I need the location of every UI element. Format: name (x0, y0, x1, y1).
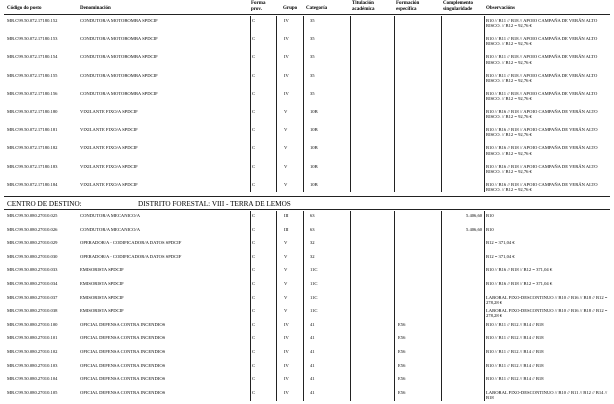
cell-categoria: 11C (310, 308, 318, 314)
cell-obs: B10 // B11 // B12 // B14 // B18 (486, 376, 544, 382)
cell-obs: B10 // B11 // B18 // APOIO CAMPAÑA DE VERÁN ALTO RISCO. // B12 = 92,76 € (486, 18, 598, 29)
column-divider (276, 211, 277, 401)
cell-forma: C (252, 376, 256, 382)
cell-obs: B10 // B11 // B18 // APOIO CAMPAÑA DE VERÁN ALTO RISCO. // B12 = 92,76 € (486, 36, 598, 47)
cell-categoria: 10B (310, 109, 318, 114)
cell-grupo: IV (284, 349, 289, 354)
cell-codigo: MR.C99.50.080.27010.102 (7, 349, 58, 354)
header-codigo: Código do posto (7, 6, 42, 11)
cell-forma: C (252, 226, 256, 232)
cell-denominacion: VIXILANTE FIXO/A SPDCIF (80, 181, 138, 187)
cell-obs: B10 // B16 // B18 // B12 = 371,04 € (486, 281, 553, 286)
cell-denominacion: CONDUTOR/A MOTOBOMBA SPDCIF (80, 36, 158, 42)
cell-obs: B10 // B11 // B18 // APOIO CAMPAÑA DE VERÁN ALTO RISCO. // B12 = 92,76 € (486, 72, 598, 83)
column-divider (350, 16, 351, 192)
cell-categoria: 11C (310, 281, 318, 286)
cell-obs: B12 = 371,04 € (486, 240, 515, 246)
cell-denominacion: OFICIAL DEFENSA CONTRA INCENDIOS (80, 362, 166, 368)
cell-obs: B10 // B16 // B18 // APOIO CAMPAÑA DE VERÁN ALTO RISCO. // B12 = 92,76 € (486, 127, 598, 138)
cell-categoria: 41 (310, 362, 315, 368)
cell-codigo: MR.C99.50.072.17180.153 (7, 36, 58, 42)
cell-denominacion: OFICIAL DEFENSA CONTRA INCENDIOS (80, 349, 166, 354)
cell-codigo: MR.C99.50.080.27010.029 (7, 240, 58, 246)
cell-codigo: MR.C99.50.072.17180.154 (7, 54, 58, 60)
cell-forma: C (252, 54, 256, 60)
cell-forma: C (252, 127, 256, 133)
cell-categoria: 41 (310, 389, 315, 395)
column-divider (394, 211, 395, 401)
cell-obs: B10 // B16 // B18 // APOIO CAMPAÑA DE VERÁN ALTO RISCO. // B12 = 92,76 € (486, 181, 598, 192)
cell-codigo: MR.C99.50.080.27010.104 (7, 376, 58, 382)
cell-codigo: MR.C99.50.072.17180.152 (7, 18, 58, 23)
cell-obs: B10 // B11 // B12 // B14 // B18 (486, 349, 544, 354)
cell-forma: C (252, 321, 256, 327)
cell-obs: B10 // B11 // B12 // B14 // B18 (486, 335, 544, 341)
cell-denominacion: OPERADOR/A - CODIFICADOR/A DATOS SPDCIF (80, 240, 182, 246)
cell-obs: LABORAL FIXO-DESCONTINUO // B10 // B16 // B18 // B12 = 278,28 € (486, 308, 608, 319)
cell-denominacion: EMISORISTA SPDCIF (80, 294, 124, 300)
header-complemento: Complemento singularidade (443, 1, 473, 12)
cell-codigo: MR.C99.50.072.17180.183 (7, 163, 58, 169)
column-divider (303, 211, 304, 401)
cell-grupo: IV (284, 376, 289, 382)
header-titulacion: Titulación académica (352, 1, 375, 12)
header-observaciones: Observacións (486, 6, 515, 11)
cell-codigo: MR.C99.50.072.17180.182 (7, 145, 58, 151)
cell-obs: B10 // B16 // B18 // APOIO CAMPAÑA DE VERÁN ALTO RISCO. // B12 = 92,76 € (486, 109, 598, 120)
cell-grupo: IV (284, 90, 289, 96)
cell-denominacion: EMISORISTA SPDCIF (80, 267, 124, 273)
cell-forma: C (252, 389, 256, 395)
header-formacion: Formación específica (396, 1, 420, 12)
column-divider (303, 16, 304, 192)
cell-grupo: IV (284, 54, 289, 60)
cell-categoria: 63 (310, 213, 315, 218)
column-divider (441, 16, 442, 192)
cell-codigo: MR.C99.50.080.27010.026 (7, 226, 58, 232)
cell-denominacion: OFICIAL DEFENSA CONTRA INCENDIOS (80, 321, 166, 327)
cell-denominacion: CONDUTOR/A MOTOBOMBA SPDCIF (80, 72, 158, 78)
cell-codigo: MR.C99.50.080.27010.034 (7, 281, 58, 286)
cell-grupo: IV (284, 72, 289, 78)
cell-grupo: IV (284, 321, 289, 327)
column-divider (484, 16, 485, 192)
cell-obs: B10 // B16 // B18 // APOIO CAMPAÑA DE VERÁN ALTO RISCO. // B12 = 92,76 € (486, 145, 598, 156)
cell-forma: C (252, 163, 256, 169)
column-divider (276, 16, 277, 192)
cell-formacion: E56 (398, 335, 406, 341)
cell-denominacion: VIXILANTE FIXO/A SPDCIF (80, 127, 138, 133)
cell-grupo: V (284, 163, 288, 169)
cell-forma: C (252, 36, 256, 42)
header-forma-prov: Forma prov. (251, 1, 266, 12)
cell-formacion: E56 (398, 389, 406, 395)
cell-denominacion: OFICIAL DEFENSA CONTRA INCENDIOS (80, 389, 166, 395)
cell-complemento: 5.406,60 (466, 226, 483, 232)
column-divider (250, 211, 251, 401)
cell-codigo: MR.C99.50.080.27010.100 (7, 321, 58, 327)
centro-destino-label: CENTRO DE DESTINO: (7, 200, 82, 208)
cell-grupo: V (284, 253, 288, 259)
cell-forma: C (252, 308, 256, 314)
cell-denominacion: EMISORISTA SPDCIF (80, 281, 124, 286)
cell-obs: LABORAL FIXO-DESCONTINUO // B10 // B11 // B12 // B14 // B18 (486, 389, 608, 400)
cell-denominacion: EMISORISTA SPDCIF (80, 308, 124, 314)
cell-obs: B10 // B11 // B12 // B14 // B18 (486, 321, 544, 327)
cell-forma: C (252, 18, 256, 23)
cell-codigo: MR.C99.50.080.27010.103 (7, 362, 58, 368)
cell-denominacion: CONDUTOR/A MOTOBOMBA SPDCIF (80, 54, 158, 60)
cell-denominacion: CONDUTOR/A MOTOBOMBA SPDCIF (80, 90, 158, 96)
cell-codigo: MR.C99.50.072.17180.180 (7, 109, 58, 114)
cell-grupo: V (284, 127, 288, 133)
cell-categoria: 11C (310, 294, 318, 300)
cell-grupo: V (284, 145, 288, 151)
cell-obs: B10 (486, 213, 494, 218)
cell-codigo: MR.C99.50.072.17180.155 (7, 72, 58, 78)
cell-forma: C (252, 240, 256, 246)
cell-forma: C (252, 267, 256, 273)
cell-codigo: MR.C99.50.080.27010.030 (7, 253, 58, 259)
column-divider (250, 16, 251, 192)
cell-grupo: III (284, 226, 289, 232)
cell-forma: C (252, 294, 256, 300)
cell-forma: C (252, 72, 256, 78)
cell-codigo: MR.C99.50.080.27010.038 (7, 308, 58, 314)
cell-codigo: MR.C99.50.080.27010.105 (7, 389, 58, 395)
cell-categoria: 41 (310, 376, 315, 382)
column-divider (484, 211, 485, 401)
cell-categoria: 35 (310, 90, 315, 96)
cell-categoria: 10B (310, 145, 318, 151)
cell-obs: B10 // B11 // B18 // APOIO CAMPAÑA DE VERÁN ALTO RISCO. // B12 = 92,76 € (486, 90, 598, 101)
table-rule (4, 209, 610, 210)
cell-categoria: 10B (310, 181, 318, 187)
cell-grupo: IV (284, 18, 289, 23)
cell-denominacion: VIXILANTE FIXO/A SPDCIF (80, 109, 138, 114)
cell-categoria: 41 (310, 335, 315, 341)
cell-grupo: V (284, 308, 288, 314)
cell-grupo: IV (284, 36, 289, 42)
cell-categoria: 35 (310, 72, 315, 78)
cell-codigo: MR.C99.50.072.17180.181 (7, 127, 58, 133)
cell-formacion: E56 (398, 349, 406, 354)
cell-forma: C (252, 90, 256, 96)
cell-obs: B10 // B11 // B12 // B14 // B18 (486, 362, 544, 368)
cell-categoria: 32 (310, 240, 315, 246)
cell-obs: B10 // B16 // B18 // APOIO CAMPAÑA DE VERÁN ALTO RISCO. // B12 = 92,76 € (486, 163, 598, 174)
cell-grupo: V (284, 181, 288, 187)
cell-grupo: V (284, 109, 288, 114)
cell-grupo: V (284, 240, 288, 246)
cell-forma: C (252, 181, 256, 187)
cell-grupo: V (284, 281, 288, 286)
cell-categoria: 32 (310, 253, 315, 259)
cell-obs: B10 (486, 226, 494, 232)
cell-forma: C (252, 362, 256, 368)
cell-formacion: E56 (398, 362, 406, 368)
cell-formacion: E56 (398, 321, 406, 327)
cell-categoria: 10B (310, 127, 318, 133)
cell-categoria: 35 (310, 18, 315, 23)
table-rule (4, 14, 610, 15)
cell-obs: B10 // B11 // B18 // APOIO CAMPAÑA DE VERÁN ALTO RISCO. // B12 = 92,76 € (486, 54, 598, 65)
cell-formacion: E56 (398, 376, 406, 382)
cell-forma: C (252, 213, 256, 218)
cell-categoria: 10B (310, 163, 318, 169)
cell-forma: C (252, 253, 256, 259)
cell-codigo: MR.C99.50.072.17180.156 (7, 90, 58, 96)
cell-categoria: 41 (310, 349, 315, 354)
cell-categoria: 35 (310, 36, 315, 42)
cell-denominacion: VIXILANTE FIXO/A SPDCIF (80, 163, 138, 169)
column-divider (350, 211, 351, 401)
cell-forma: C (252, 349, 256, 354)
cell-codigo: MR.C99.50.080.27010.033 (7, 267, 58, 273)
cell-denominacion: VIXILANTE FIXO/A SPDCIF (80, 145, 138, 151)
header-denominacion: Denominación (80, 6, 111, 11)
cell-denominacion: OFICIAL DEFENSA CONTRA INCENDIOS (80, 376, 166, 382)
cell-grupo: IV (284, 335, 289, 341)
cell-grupo: III (284, 213, 289, 218)
cell-grupo: IV (284, 362, 289, 368)
column-divider (441, 211, 442, 401)
cell-denominacion: CONDUTOR/A MECANICO/A (80, 226, 141, 232)
cell-forma: C (252, 145, 256, 151)
cell-forma: C (252, 335, 256, 341)
cell-categoria: 63 (310, 226, 315, 232)
cell-categoria: 11C (310, 267, 318, 273)
cell-denominacion: OFICIAL DEFENSA CONTRA INCENDIOS (80, 335, 166, 341)
cell-codigo: MR.C99.50.080.27010.101 (7, 335, 58, 341)
column-divider (394, 16, 395, 192)
cell-grupo: IV (284, 389, 289, 395)
cell-obs: LABORAL FIXO-DESCONTINUO // B10 // B16 // B18 // B12 = 278,28 € (486, 294, 608, 305)
cell-codigo: MR.C99.50.080.27010.037 (7, 294, 58, 300)
cell-forma: C (252, 109, 256, 114)
cell-grupo: V (284, 267, 288, 273)
cell-complemento: 5.406,60 (466, 213, 483, 218)
header-categoria: Categoría (306, 6, 328, 11)
distrito-title: DISTRITO FORESTAL: VIII - TERRA DE LEMOS (138, 200, 291, 208)
cell-obs: B10 // B16 // B18 // B12 = 371,04 € (486, 267, 553, 273)
table-rule (4, 196, 610, 197)
cell-grupo: V (284, 294, 288, 300)
cell-denominacion: CONDUTOR/A MOTOBOMBA SPDCIF (80, 18, 158, 23)
cell-categoria: 41 (310, 321, 315, 327)
header-grupo: Grupo (283, 6, 298, 11)
cell-denominacion: CONDUTOR/A MECANICO/A (80, 213, 141, 218)
cell-categoria: 35 (310, 54, 315, 60)
cell-obs: B12 = 371,04 € (486, 253, 515, 259)
cell-forma: C (252, 281, 256, 286)
cell-denominacion: OPERADOR/A - CODIFICADOR/A DATOS SPDCIF (80, 253, 182, 259)
cell-codigo: MR.C99.50.072.17180.184 (7, 181, 58, 187)
cell-codigo: MR.C99.50.080.27010.025 (7, 213, 58, 218)
